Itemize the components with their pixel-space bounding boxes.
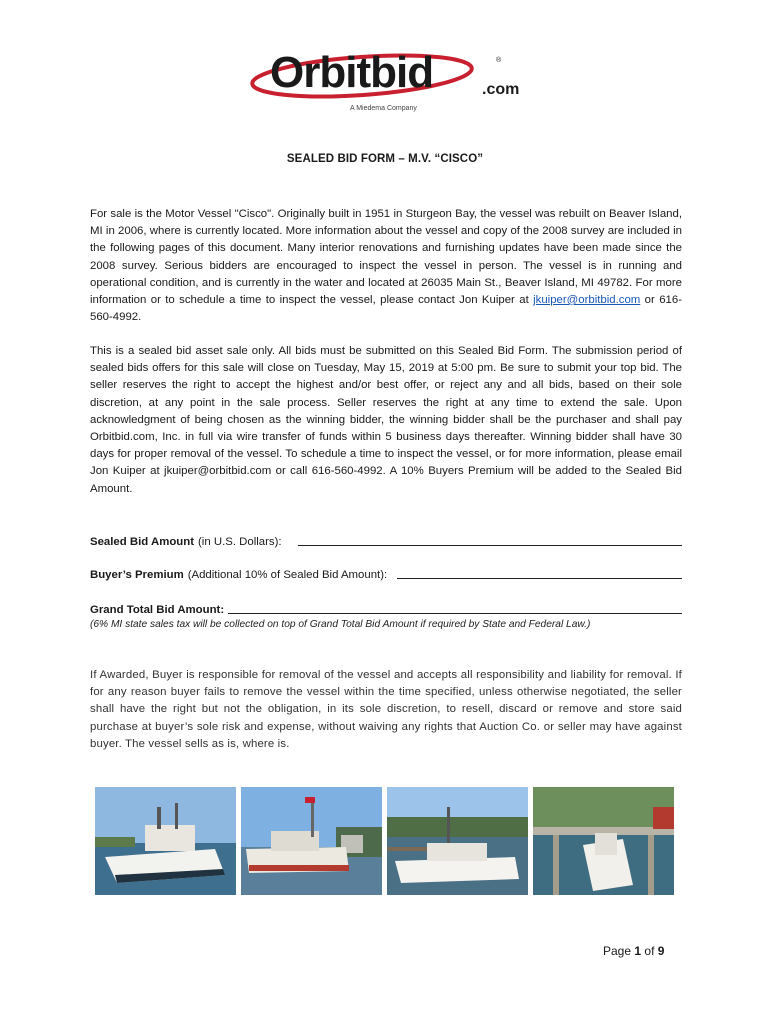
intro-paragraph: [90, 206, 682, 326]
total-pages: 9: [657, 944, 665, 958]
vessel-photo-harbor: [387, 787, 528, 895]
registered-mark: ®: [496, 57, 502, 64]
tax-note: (6% MI state sales tax will be collected on top of Grand Total Bid Amount if required by State and Federal Law.): [90, 619, 591, 630]
sealed-bid-label: Sealed Bid Amount: [90, 536, 195, 548]
grand-total-field: [90, 601, 682, 616]
orbit-swoosh-icon: [250, 42, 520, 114]
buyers-premium-field: [90, 566, 682, 581]
grand-total-input[interactable]: [228, 601, 682, 614]
email-link[interactable]: jkuiper@orbitbid.com: [533, 294, 641, 307]
grand-total-label: Grand Total Bid Amount:: [90, 604, 225, 616]
buyers-premium-label: Buyer’s Premium: [90, 569, 184, 581]
intro-text: For sale is the Motor Vessel "Cisco". Originally built in 1951 in Sturgeon Bay, the vessel was rebuilt on Beaver Island, MI in 2006, where is currently located. More information about the vessel and copy of the 2008 survey are included in the following pages of this document. Many interior renovations and furnishing updates have been made since the 2008 survey. Serious bidders are encouraged to inspect the vessel in person. The vessel is in running and operational condition, and is currently in the water and located at 26035 Main St., Beaver Island, MI 49782. For more information or to schedule a time to inspect the vessel, please contact Jon Kuiper at: [90, 208, 682, 307]
current-page: 1: [634, 944, 642, 958]
buyers-premium-input[interactable]: [397, 566, 682, 579]
vessel-photo-dock: [241, 787, 382, 895]
page-indicator: [603, 944, 664, 958]
sealed-bid-unit: (in U.S. Dollars):: [198, 536, 282, 548]
logo-wordmark: Orbitbid: [270, 48, 434, 97]
sealed-bid-input[interactable]: [298, 533, 682, 546]
buyers-premium-note: (Additional 10% of Sealed Bid Amount):: [187, 569, 388, 581]
orbitbid-logo: [250, 42, 520, 114]
document-title: SEALED BID FORM – M.V. “CISCO”: [286, 153, 484, 165]
vessel-photo-marina: [533, 787, 674, 895]
vessel-photo-bow: [95, 787, 236, 895]
page-prefix: Page: [603, 944, 632, 958]
logo-domain-suffix: .com: [482, 81, 520, 98]
removal-paragraph: If Awarded, Buyer is responsible for removal of the vessel and accepts all responsibility and liability for removal. If for any reason buyer fails to remove the vessel within the time specified, unless otherwise negotiated, the seller shall have the right but not the obligation, in its sole discretion, to resell, discard or remove and store said purchase at buyer’s sole risk and expense, without waiving any rights that Auction Co. or seller may have against buyer. The vessel sells as is, where is.: [90, 669, 682, 750]
sealed-bid-amount-field: [90, 533, 682, 548]
intro-text-end: or 616-560-4992.: [90, 294, 682, 324]
terms-paragraph: This is a sealed bid asset sale only. All bids must be submitted on this Sealed Bid Form. The submission period of sealed bids offers for this sale will close on Tuesday, May 15, 2019 at 5:00 pm. Be sure to submit your top bid. The seller reserves the right to accept the highest and/or best offer, or reject any and all bids, based on their sole discretion, at any point in the sale process. Seller reserves the right at any time to extend the sale. Upon acknowledgment of being chosen as the winning bidder, the winning bidder shall be the purchaser and shall pay Orbitbid.com, Inc. in full via wire transfer of funds within 5 business days thereafter. Winning bidder shall have 30 days for proper removal of the vessel. To schedule a time to inspect the vessel, or for more information, please email Jon Kuiper at jkuiper@orbitbid.com or call 616-560-4992. A 10% Buyers Premium will be added to the Sealed Bid Amount.: [90, 345, 682, 495]
page-separator: of: [644, 944, 655, 958]
logo-tagline: A Miedema Company: [350, 105, 417, 112]
